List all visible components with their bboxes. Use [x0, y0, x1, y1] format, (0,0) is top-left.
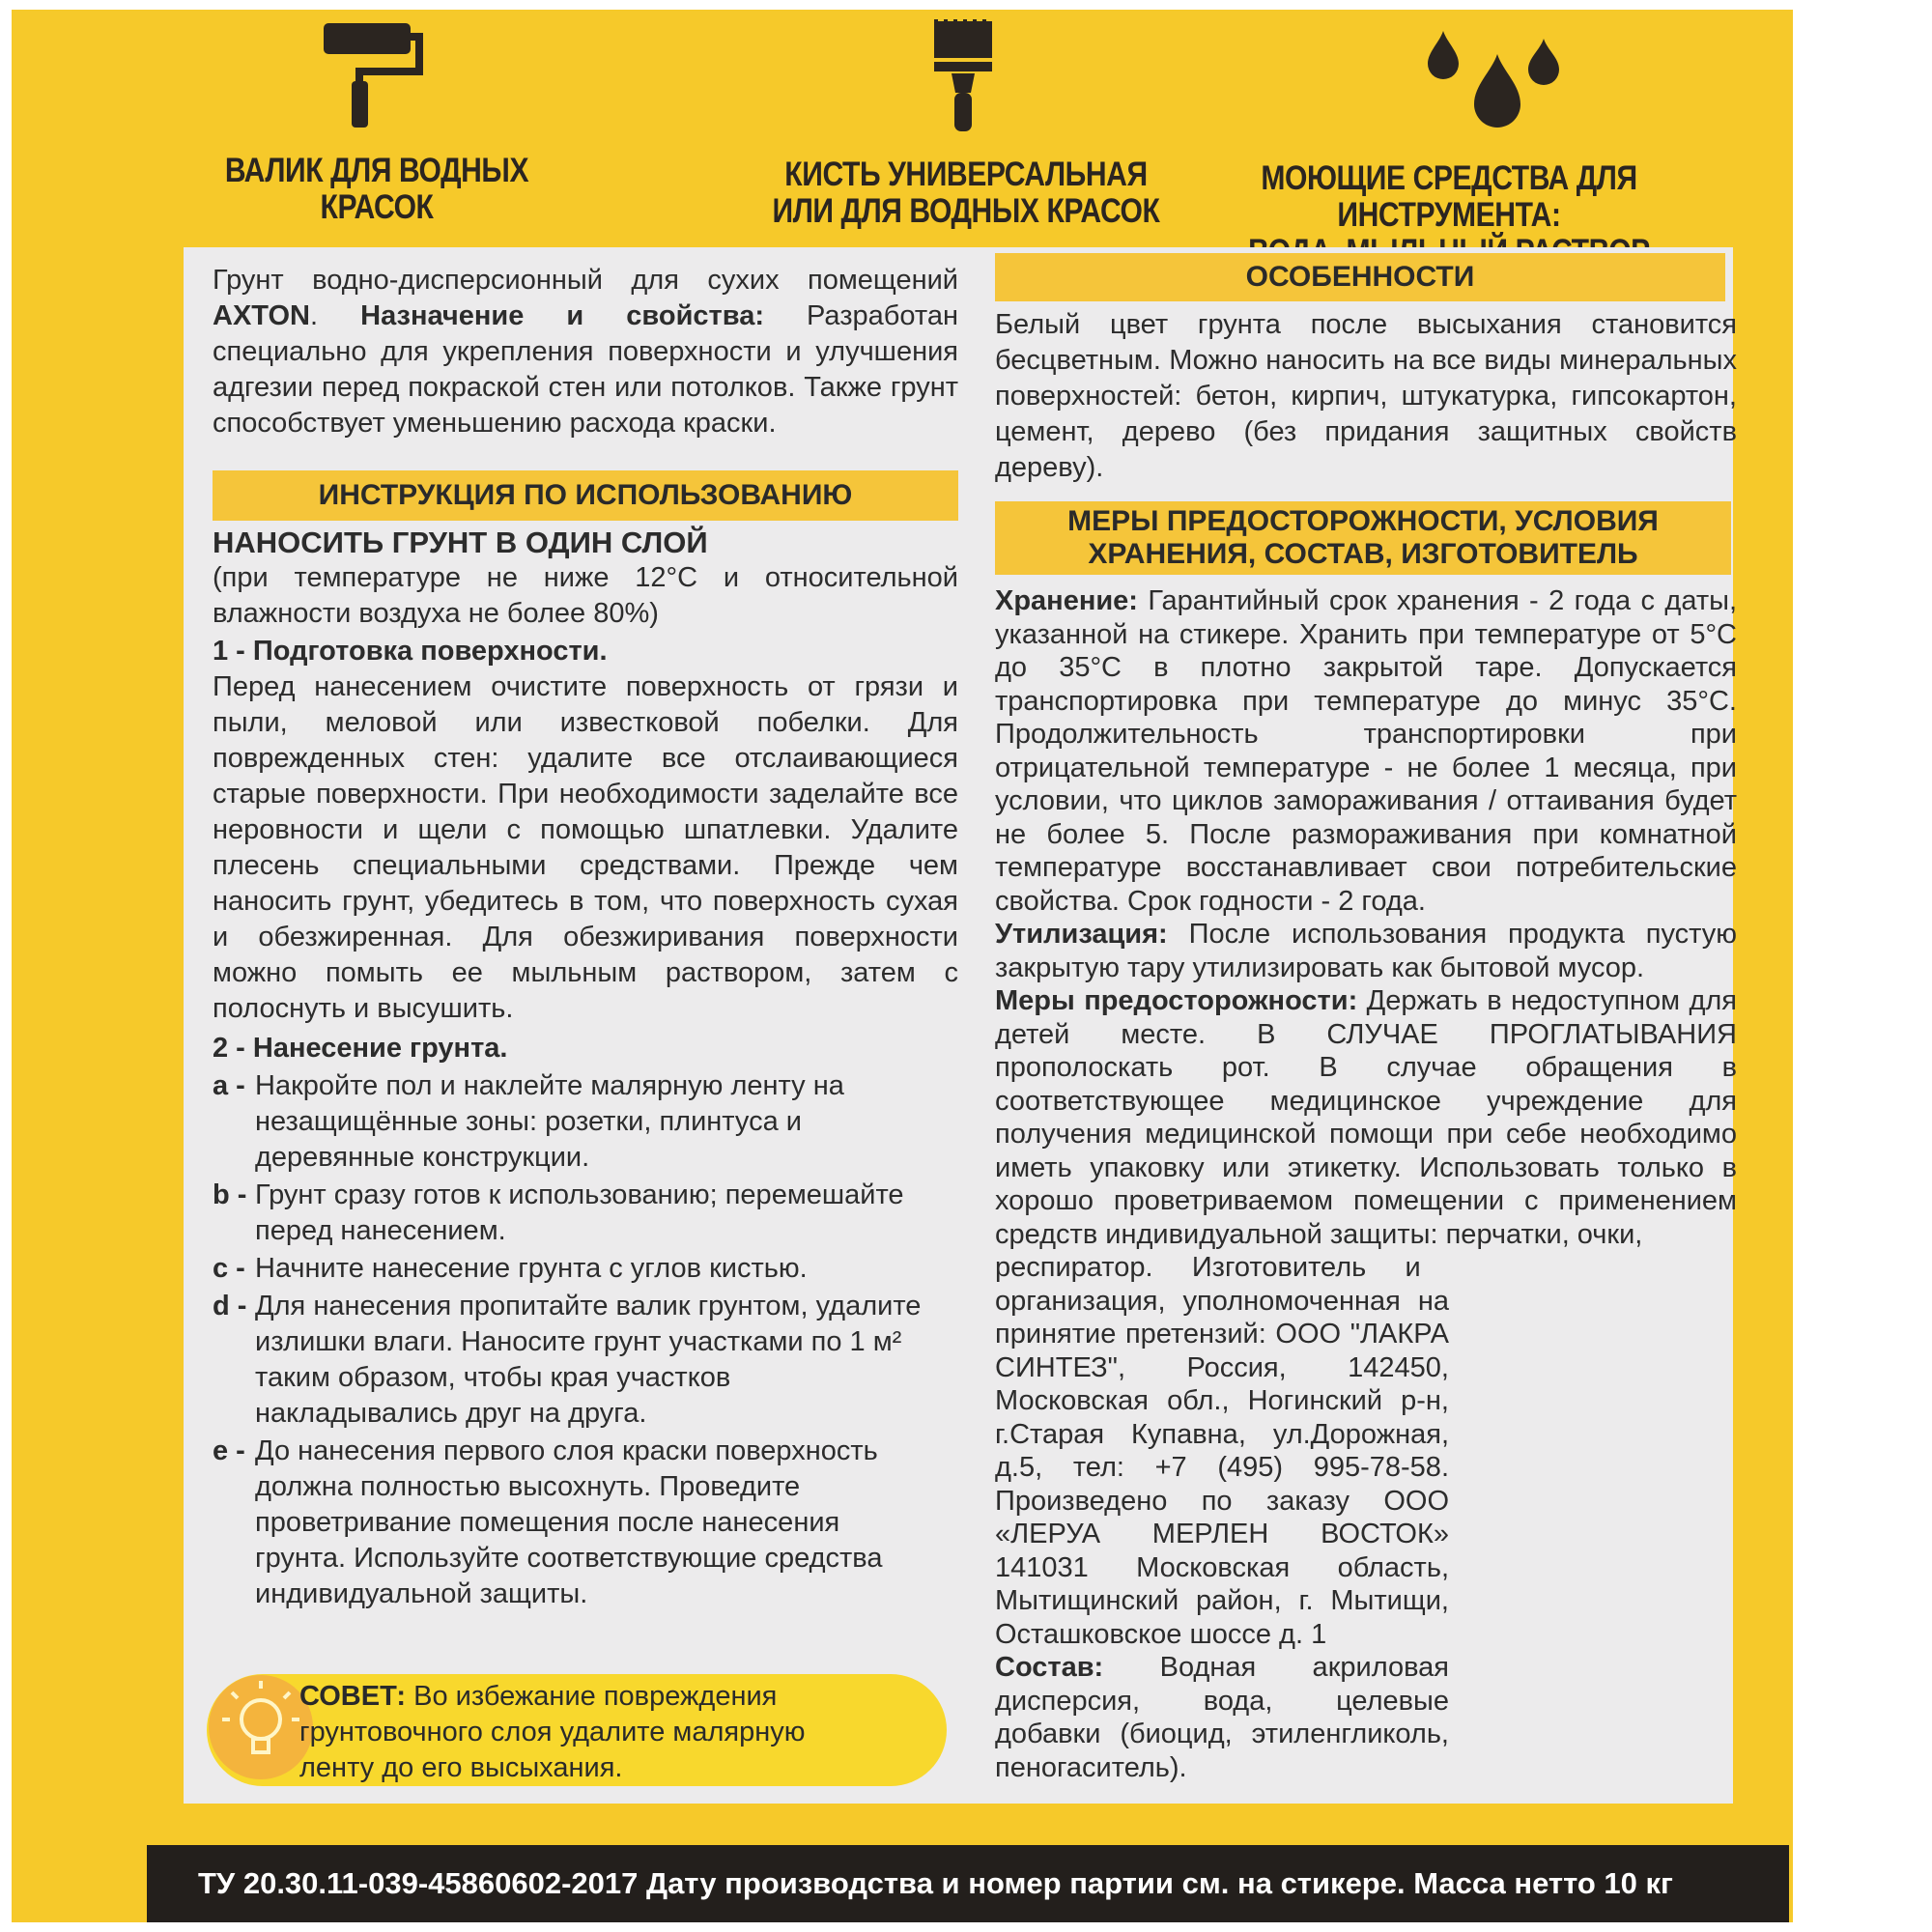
features-header: ОСОБЕННОСТИ: [995, 253, 1725, 301]
step1-title: 1 - Подготовка поверхности.: [213, 636, 608, 667]
instructions-header: ИНСТРУКЦИЯ ПО ИСПОЛЬЗОВАНИЮ: [213, 470, 958, 521]
left-column: [213, 263, 958, 1612]
instructions-conditions: (при температуре не ниже 12°С и относительной влажности воздуха не более 80%): [213, 562, 958, 629]
manufacturer-text: организация, уполномоченная на принятие претензий: ООО "ЛАКРА СИНТЕЗ", Россия, 142450, Московская обл., Ногинский р-н, г.Старая Купавна, ул.Дорожная, д.5, тел: +7 (495) 995-78-58. Произведено по заказу ООО «ЛЕРУА МЕРЛЕН ВОСТОК» 141031 Московская область, Мытищинский район, г. Мытищи, Осташковское шоссе д. 1: [995, 1285, 1449, 1650]
right-column: [995, 253, 1737, 1784]
step-letter: b -: [213, 1179, 247, 1210]
paint-roller-icon: [319, 21, 425, 129]
step-letter: e -: [213, 1435, 245, 1466]
step-b: b - Грунт сразу готов к использованию; перемешайте перед нанесением.: [213, 1178, 958, 1249]
composition-text: Состав: Водная акриловая дисперсия, вода, целевые добавки (биоцид, этиленгликоль, пеногаситель).: [995, 1652, 1449, 1783]
water-drops-icon: [1420, 29, 1565, 135]
step-letter: c -: [213, 1253, 245, 1284]
step-letter: a -: [213, 1070, 245, 1101]
step2-title: 2 - Нанесение грунта.: [213, 1033, 508, 1064]
features-text: Белый цвет грунта после высыхания становится бесцветным. Можно наносить на все виды минеральных поверхностей: бетон, кирпич, штукатурка, гипсокартон, цемент, дерево (без придания защитных свойств дереву).: [995, 309, 1737, 483]
step-d: d - Для нанесения пропитайте валик грунтом, удалите излишки влаги. Наносите грунт участками по 1 м² таким образом, чтобы края участков накладывались друг на друга.: [213, 1289, 958, 1432]
brush-title: КИСТЬ УНИВЕРСАЛЬНАЯ ИЛИ ДЛЯ ВОДНЫХ КРАСОК: [772, 156, 1160, 230]
step-letter: d -: [213, 1291, 247, 1321]
tip-text: СОВЕТ: Во избежание повреждения грунтовочного слоя удалите малярную ленту до его высыхания.: [299, 1681, 806, 1783]
step-e: e - До нанесения первого слоя краски поверхность должна полностью высохнуть. Проведите проветривание помещения после нанесения грунта. Используйте соответствующие средства индивидуальной защиты.: [213, 1434, 958, 1612]
instructions-subtitle: НАНОСИТЬ ГРУНТ В ОДИН СЛОЙ: [213, 526, 708, 559]
intro-paragraph: Грунт водно-дисперсионный для сухих помещений AXTON. Назначение и свойства: Разработан специально для укрепления поверхности и улучшения адгезии перед покраской стен или потолков. Также грунт способствует уменьшению расхода краски.: [213, 265, 958, 439]
step-a: a - Накройте пол и наклейте малярную ленту на незащищённые зоны: розетки, плинтуса и деревянные конструкции.: [213, 1068, 958, 1176]
safety-header: МЕРЫ ПРЕДОСТОРОЖНОСТИ, УСЛОВИЯ ХРАНЕНИЯ, СОСТАВ, ИЗГОТОВИТЕЛЬ: [995, 501, 1731, 575]
roller-title: ВАЛИК ДЛЯ ВОДНЫХ КРАСОК: [224, 152, 529, 226]
step1-text: Перед нанесением очистите поверхность от грязи и пыли, меловой или известковой побелки. Для поврежденных стен: удалите все отслаивающиеся старые поверхности. При необходимости заделайте все неровности и щели с помощью шпатлевки. Удалите плесень специальными средствами. Прежде чем наносить грунт, убедитесь в том, что поверхность сухая и обезжиренная. Для обезжиривания поверхности можно помыть ее мыльным раствором, затем с полоснуть и высушить.: [213, 671, 958, 1024]
paint-brush-icon: [924, 19, 1002, 135]
step-c: c - Начните нанесение грунта с углов кистью.: [213, 1251, 958, 1287]
footer-text: ТУ 20.30.11-039-45860602-2017 Дату производства и номер партии см. на стикере. Масса нетто 10 кг: [198, 1866, 1673, 1900]
storage-text: Хранение: Гарантийный срок хранения - 2 года с даты, указанной на стикере. Хранить при температуре от 5°С до 35°С в плотно закрытой таре. Допускается транспортировка при температуре до минус 35°С. Продолжительность транспортировки при отрицательной температуре - не более 1 месяца, при условии, что циклов замораживания / оттаивания будет не более 5. После размораживания при комнатной температуре восстанавливает свои потребительские свойства. Срок годности - 2 года.: [995, 585, 1737, 917]
lightbulb-icon: [209, 1675, 313, 1779]
precautions-text: Меры предосторожности: Держать в недоступном для детей месте. В СЛУЧАЕ ПРОГЛАТЫВАНИЯ прополоскать рот. В случае обращения в соответствующее медицинское учреждение для получения медицинской помощи при себе необходимо иметь упаковку или этикетку. Использовать только в хорошо проветриваемом помещении с применением средств индивидуальной защиты: перчатки, очки,: [995, 985, 1738, 1250]
disposal-text: Утилизация: После использования продукта пустую закрытую тару утилизировать как бытовой мусор.: [995, 919, 1737, 983]
cleaning-title: МОЮЩИЕ СРЕДСТВА ДЛЯ ИНСТРУМЕНТА:: [1261, 159, 1637, 234]
respirator-line: респиратор. Изготовитель и: [995, 1252, 1421, 1283]
